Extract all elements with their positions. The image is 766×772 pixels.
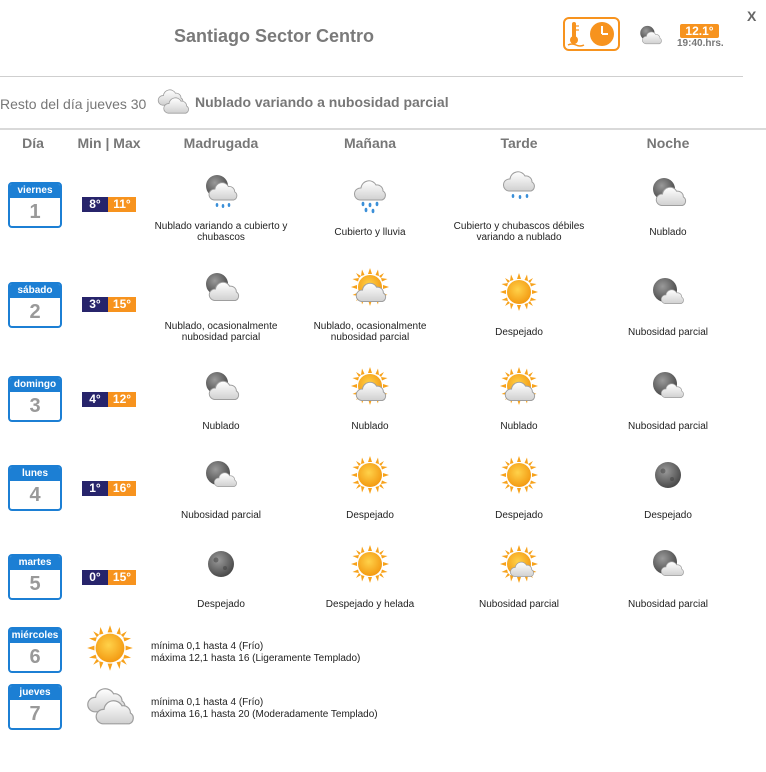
min-range: mínima 0,1 hasta 4 (Frío) <box>151 641 264 652</box>
madrugada-description: Despejado <box>197 599 245 610</box>
sun-partly-cloudy-icon <box>499 544 539 584</box>
manana-description: Despejado <box>346 510 394 521</box>
calendar-day-1 <box>8 182 62 228</box>
tarde-description: Nubosidad parcial <box>478 599 560 610</box>
sun-cloud-icon <box>350 267 390 307</box>
madrugada-description: Nublado <box>202 421 240 432</box>
column-header-tarde: Tarde <box>500 135 538 151</box>
madrugada-description: Nublado variando a cubierto y chubascos <box>154 221 288 243</box>
max-range: máxima 12,1 hasta 16 (Ligeramente Templado) <box>151 653 361 664</box>
night-cloudy-icon <box>648 172 688 212</box>
cloudy-icon <box>157 86 189 118</box>
night-partly-cloudy-icon <box>648 544 688 584</box>
calendar-weekday: viernes <box>10 184 60 198</box>
max-temp: 15° <box>108 570 136 585</box>
calendar-date: 1 <box>29 201 41 223</box>
thermometer-clock-icon[interactable] <box>563 17 620 51</box>
calendar-day-4 <box>8 465 62 511</box>
night-partly-cloudy-icon <box>201 455 241 495</box>
calendar-weekday: sábado <box>10 284 60 298</box>
min-temp: 4° <box>82 392 108 407</box>
min-max-temp <box>82 570 136 585</box>
tarde-description: Nublado <box>500 421 538 432</box>
current-temperature: 12.1° <box>680 24 719 38</box>
manana-description: Nublado <box>351 421 389 432</box>
min-range: mínima 0,1 hasta 4 (Frío) <box>151 697 264 708</box>
tarde-description: Cubierto y chubascos débiles variando a nublado <box>453 221 585 243</box>
noche-description: Despejado <box>644 510 692 521</box>
min-temp: 0° <box>82 570 108 585</box>
tarde-description: Despejado <box>495 510 543 521</box>
min-temp: 3° <box>82 297 108 312</box>
calendar-weekday: lunes <box>10 467 60 481</box>
rest-of-day-label: Resto del día jueves 30 <box>0 96 147 112</box>
max-temp: 16° <box>108 481 136 496</box>
manana-description: Cubierto y lluvia <box>334 227 406 238</box>
calendar-date: 7 <box>29 703 41 725</box>
night-partly-cloudy-icon <box>648 272 688 312</box>
calendar-date: 4 <box>29 484 41 506</box>
column-header-madrugada: Madrugada <box>183 135 259 151</box>
calendar-weekday: jueves <box>10 686 60 700</box>
rain-icon <box>350 174 390 214</box>
column-header-manana: Mañana <box>343 135 397 151</box>
rest-of-day-description: Nublado variando a nubosidad parcial <box>195 94 449 110</box>
night-cloud-showers-icon <box>201 171 241 211</box>
calendar-day-6 <box>8 627 62 673</box>
max-temp: 12° <box>108 392 136 407</box>
madrugada-description: Nublado, ocasionalmente nubosidad parcial <box>164 321 278 343</box>
cloudy-icon <box>86 683 134 731</box>
sun-cloud-icon <box>499 366 539 406</box>
min-max-temp <box>82 481 136 496</box>
close-button[interactable]: X <box>747 8 757 24</box>
divider <box>0 128 766 130</box>
max-temp: 11° <box>108 197 136 212</box>
moon-icon <box>648 455 688 495</box>
noche-description: Nublado <box>649 227 687 238</box>
page-title: Santiago Sector Centro <box>174 26 375 46</box>
calendar-date: 3 <box>29 395 41 417</box>
calendar-day-7 <box>8 684 62 730</box>
moon-icon <box>201 544 241 584</box>
max-temp: 15° <box>108 297 136 312</box>
calendar-day-2 <box>8 282 62 328</box>
calendar-date: 5 <box>29 573 41 595</box>
column-header-noche: Noche <box>646 135 690 151</box>
min-max-temp <box>82 197 136 212</box>
sun-icon <box>86 624 134 672</box>
min-temp: 8° <box>82 197 108 212</box>
min-temp: 1° <box>82 481 108 496</box>
max-range: máxima 16,1 hasta 20 (Moderadamente Templado) <box>151 709 378 720</box>
calendar-date: 6 <box>29 646 41 668</box>
calendar-day-3 <box>8 376 62 422</box>
calendar-date: 2 <box>29 301 41 323</box>
sun-icon <box>350 544 390 584</box>
showers-icon <box>499 166 539 206</box>
calendar-day-5 <box>8 554 62 600</box>
min-max-temp <box>82 392 136 407</box>
min-max-temp <box>82 297 136 312</box>
sun-icon <box>499 455 539 495</box>
noche-description: Nubosidad parcial <box>627 599 709 610</box>
noche-description: Nubosidad parcial <box>627 327 709 338</box>
calendar-weekday: domingo <box>10 378 60 392</box>
night-partly-cloudy-icon <box>648 366 688 406</box>
manana-description: Nublado, ocasionalmente nubosidad parcial <box>313 321 427 343</box>
calendar-weekday: martes <box>10 556 60 570</box>
calendar-weekday: miércoles <box>11 630 59 641</box>
noche-description: Nubosidad parcial <box>627 421 709 432</box>
night-cloudy-icon <box>637 22 663 48</box>
tarde-description: Despejado <box>495 327 543 338</box>
current-time: 19:40.hrs. <box>677 38 724 49</box>
sun-icon <box>350 455 390 495</box>
column-header-minmax: Min | Max <box>77 135 141 151</box>
manana-description: Despejado y helada <box>325 599 415 610</box>
sun-icon <box>499 272 539 312</box>
night-cloudy-icon <box>201 267 241 307</box>
column-header-day: Día <box>22 135 44 151</box>
madrugada-description: Nubosidad parcial <box>180 510 262 521</box>
sun-cloud-icon <box>350 366 390 406</box>
night-cloudy-icon <box>201 366 241 406</box>
divider <box>0 76 743 77</box>
